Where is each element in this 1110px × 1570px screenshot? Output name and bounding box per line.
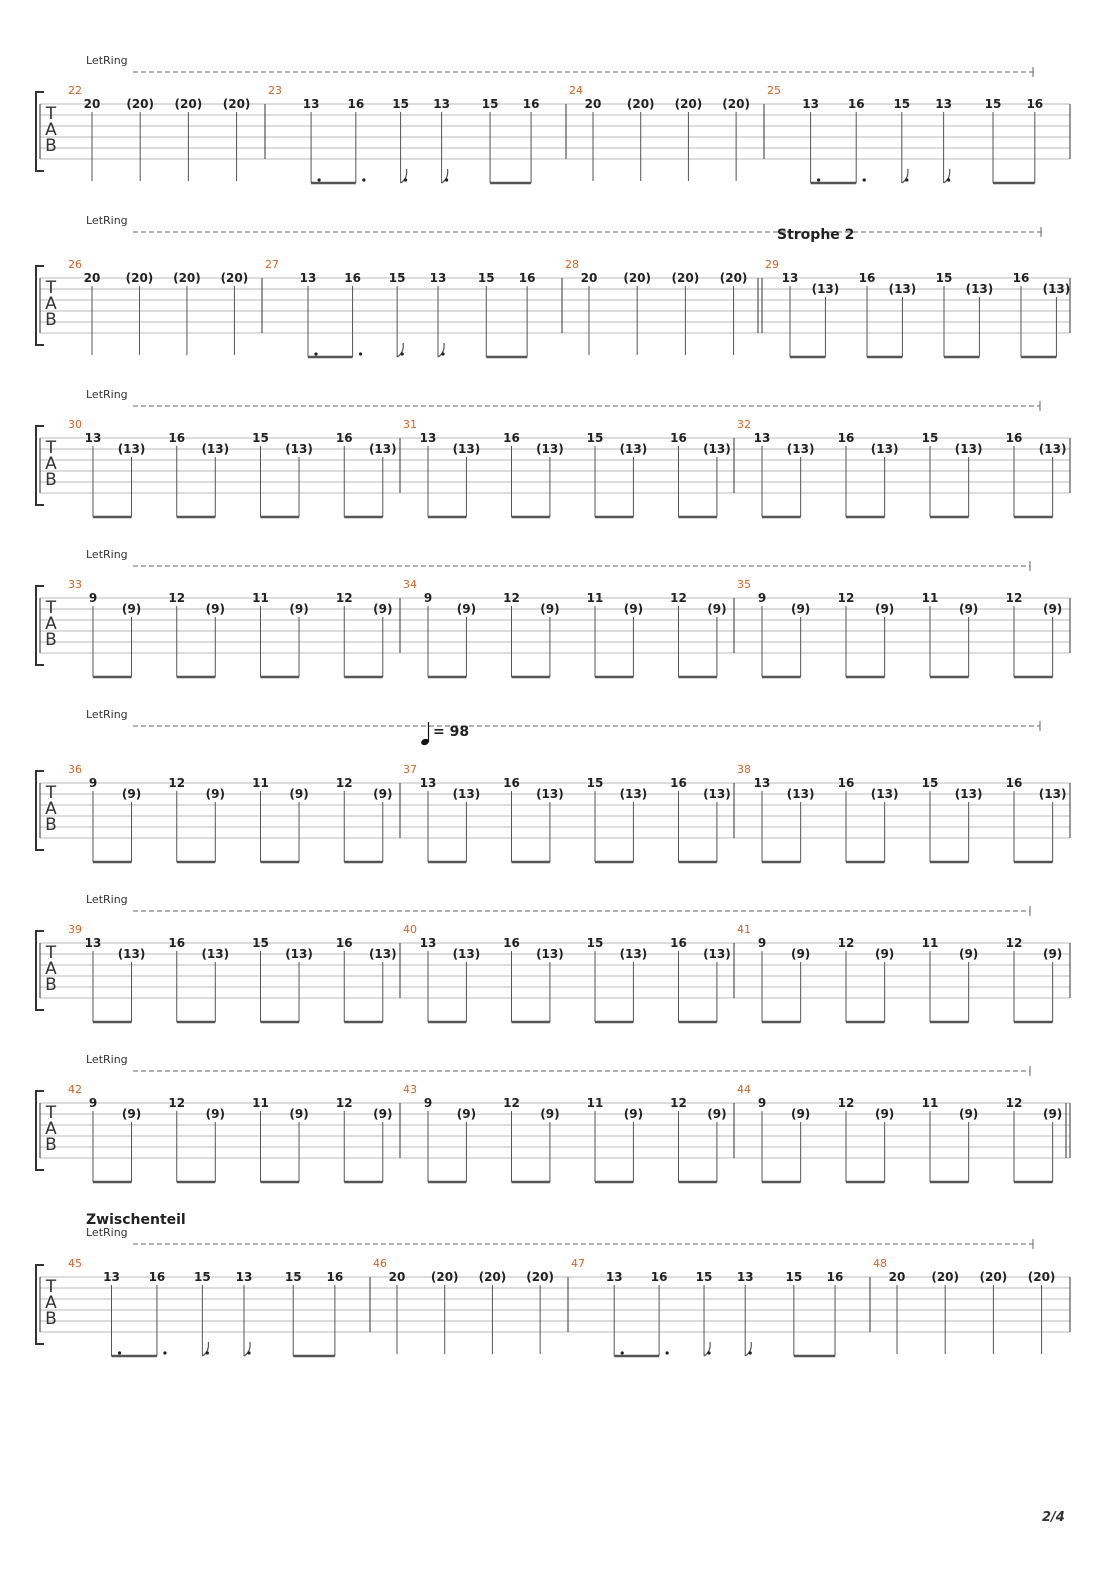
measure-number: 28 xyxy=(565,258,579,271)
let-ring-label: LetRing xyxy=(86,1226,128,1239)
tab-clef-letter: B xyxy=(45,136,57,156)
fret-number: 16 xyxy=(503,431,520,445)
fret-number: 12 xyxy=(335,776,353,790)
fret-number: 11 xyxy=(921,591,939,605)
fret-number: 13 xyxy=(429,271,447,285)
fret-number: (20) xyxy=(1027,1270,1056,1284)
fret-number: 11 xyxy=(252,591,269,605)
tempo-marking: = 98 xyxy=(433,724,470,740)
fret-number: 12 xyxy=(837,591,855,605)
measure-number: 40 xyxy=(403,923,417,936)
fret-number: 11 xyxy=(252,1096,269,1110)
fret-number: (9) xyxy=(790,602,811,616)
section-marker: Zwischenteil xyxy=(86,1212,186,1228)
fret-number: (13) xyxy=(285,442,313,456)
fret-number: (9) xyxy=(540,1107,560,1121)
fret-number: (20) xyxy=(623,271,652,285)
fret-number: 9 xyxy=(88,1096,98,1110)
fret-number: (9) xyxy=(289,787,309,801)
fret-number: (13) xyxy=(201,947,230,961)
fret-number: (13) xyxy=(619,787,648,801)
fret-number: (13) xyxy=(619,442,648,456)
measure-number: 23 xyxy=(268,84,282,97)
fret-number: (20) xyxy=(979,1270,1008,1284)
fret-number: 16 xyxy=(670,776,687,790)
fret-number: 13 xyxy=(802,97,819,111)
fret-number: 16 xyxy=(847,97,865,111)
fret-number: 15 xyxy=(984,97,1002,111)
fret-number: 15 xyxy=(284,1270,302,1284)
fret-number: (9) xyxy=(874,602,895,616)
fret-number: 16 xyxy=(837,776,855,790)
tab-clef-letter: A xyxy=(45,1119,57,1139)
fret-number: 12 xyxy=(1005,936,1023,950)
fret-number: 13 xyxy=(419,776,437,790)
dot xyxy=(163,1351,166,1354)
fret-number: (9) xyxy=(205,787,225,801)
fret-number: 15 xyxy=(893,97,911,111)
fret-number: 9 xyxy=(88,776,98,790)
fret-number: (9) xyxy=(1042,1107,1063,1121)
tab-clef-letter: B xyxy=(45,470,57,490)
fret-number: (13) xyxy=(1042,282,1071,296)
tab-clef-letter: B xyxy=(45,630,57,650)
fret-number: 15 xyxy=(935,271,953,285)
tab-clef-letter: A xyxy=(45,454,57,474)
fret-number: 16 xyxy=(148,1270,166,1284)
fret-number: 9 xyxy=(757,591,767,605)
fret-number: 12 xyxy=(335,1096,353,1110)
fret-number: 12 xyxy=(670,1096,687,1110)
fret-number: 15 xyxy=(477,271,495,285)
fret-number: (13) xyxy=(368,442,397,456)
fret-number: (13) xyxy=(888,282,917,296)
fret-number: 13 xyxy=(736,1270,754,1284)
tab-system xyxy=(36,548,1070,677)
fret-number: (13) xyxy=(786,787,815,801)
measure-number: 37 xyxy=(403,763,417,776)
fret-number: (13) xyxy=(536,947,564,961)
fret-number: (13) xyxy=(870,442,899,456)
fret-number: (9) xyxy=(874,947,895,961)
fret-number: (13) xyxy=(117,947,146,961)
fret-number: 13 xyxy=(84,431,102,445)
fret-number: 12 xyxy=(168,776,186,790)
fret-number: 15 xyxy=(785,1270,803,1284)
fret-number: 16 xyxy=(650,1270,668,1284)
fret-number: 12 xyxy=(837,1096,855,1110)
fret-number: (9) xyxy=(205,602,225,616)
tab-clef-letter: A xyxy=(45,959,57,979)
fret-number: (13) xyxy=(870,787,899,801)
fret-number: (9) xyxy=(456,1107,477,1121)
fret-number: (9) xyxy=(121,602,142,616)
fret-number: (9) xyxy=(121,1107,142,1121)
fret-number: 13 xyxy=(419,431,437,445)
measure-number: 22 xyxy=(68,84,82,97)
measure-number: 24 xyxy=(569,84,583,97)
dot xyxy=(817,178,820,181)
fret-number: (9) xyxy=(623,1107,644,1121)
fret-number: 13 xyxy=(433,97,450,111)
tab-clef-letter: T xyxy=(45,104,57,124)
fret-number: (13) xyxy=(811,282,840,296)
measure-number: 46 xyxy=(373,1257,387,1270)
fret-number: (9) xyxy=(707,602,727,616)
measure-number: 33 xyxy=(68,578,82,591)
fret-number: 11 xyxy=(921,936,939,950)
tab-clef-letter: A xyxy=(45,799,57,819)
fret-number: 16 xyxy=(335,431,353,445)
fret-number: 16 xyxy=(1026,97,1044,111)
dot xyxy=(863,178,866,181)
fret-number: (13) xyxy=(1038,442,1067,456)
measure-number: 32 xyxy=(737,418,751,431)
fret-number: (20) xyxy=(719,271,748,285)
fret-number: (13) xyxy=(201,442,230,456)
tab-clef-letter: T xyxy=(45,1103,57,1123)
let-ring-label: LetRing xyxy=(86,214,128,227)
fret-number: (9) xyxy=(1042,947,1063,961)
tab-system xyxy=(36,708,1070,862)
fret-number: (9) xyxy=(958,1107,979,1121)
fret-number: 13 xyxy=(419,936,437,950)
tab-clef-letter: B xyxy=(45,975,57,995)
fret-number: 13 xyxy=(235,1270,253,1284)
measure-number: 43 xyxy=(403,1083,417,1096)
fret-number: 13 xyxy=(302,97,320,111)
fret-number: (13) xyxy=(452,787,481,801)
fret-number: (13) xyxy=(285,947,313,961)
fret-number: (9) xyxy=(540,602,560,616)
measure-number: 48 xyxy=(873,1257,887,1270)
fret-number: (9) xyxy=(790,1107,811,1121)
fret-number: (20) xyxy=(931,1270,960,1284)
fret-number: (20) xyxy=(722,97,750,111)
fret-number: 15 xyxy=(392,97,409,111)
fret-number: 13 xyxy=(781,271,799,285)
fret-number: 12 xyxy=(1005,1096,1023,1110)
measure-number: 31 xyxy=(403,418,417,431)
fret-number: (9) xyxy=(623,602,644,616)
let-ring-label: LetRing xyxy=(86,893,128,906)
tab-clef-letter: B xyxy=(45,1135,57,1155)
tab-clef-letter: A xyxy=(45,120,57,140)
fret-number: (9) xyxy=(289,1107,309,1121)
fret-number: 16 xyxy=(1005,431,1023,445)
dot xyxy=(947,178,950,181)
fret-number: 12 xyxy=(335,591,353,605)
fret-number: 16 xyxy=(168,936,186,950)
fret-number: (20) xyxy=(526,1270,554,1284)
fret-number: 16 xyxy=(347,97,365,111)
fret-number: 12 xyxy=(168,1096,186,1110)
tab-clef-letter: A xyxy=(45,1293,57,1313)
measure-number: 44 xyxy=(737,1083,751,1096)
measure-number: 26 xyxy=(68,258,82,271)
tab-system xyxy=(36,893,1070,1022)
measure-number: 30 xyxy=(68,418,82,431)
fret-number: 13 xyxy=(605,1270,623,1284)
fret-number: 16 xyxy=(335,936,353,950)
fret-number: (20) xyxy=(626,97,655,111)
fret-number: 16 xyxy=(670,431,687,445)
fret-number: (13) xyxy=(965,282,994,296)
fret-number: 13 xyxy=(753,776,771,790)
fret-number: 16 xyxy=(503,776,520,790)
dot xyxy=(401,352,404,355)
fret-number: (20) xyxy=(478,1270,507,1284)
fret-number: (13) xyxy=(954,787,983,801)
fret-number: 15 xyxy=(695,1270,713,1284)
measure-number: 35 xyxy=(737,578,751,591)
fret-number: (13) xyxy=(703,947,731,961)
section-marker: Strophe 2 xyxy=(777,227,855,243)
fret-number: 15 xyxy=(586,776,604,790)
fret-number: 16 xyxy=(503,936,520,950)
measure-number: 27 xyxy=(265,258,279,271)
fret-number: (9) xyxy=(373,602,393,616)
fret-number: 12 xyxy=(1005,591,1023,605)
tab-clef-letter: T xyxy=(45,1277,57,1297)
tab-clef-letter: B xyxy=(45,815,57,835)
fret-number: (13) xyxy=(954,442,983,456)
fret-number: 13 xyxy=(84,936,102,950)
fret-number: (9) xyxy=(958,947,979,961)
let-ring-label: LetRing xyxy=(86,54,128,67)
fret-number: 13 xyxy=(753,431,771,445)
fret-number: 15 xyxy=(921,431,939,445)
fret-number: 12 xyxy=(168,591,186,605)
fret-number: 16 xyxy=(858,271,876,285)
fret-number: 13 xyxy=(299,271,317,285)
fret-number: 16 xyxy=(826,1270,844,1284)
measure-number: 25 xyxy=(767,84,781,97)
let-ring-label: LetRing xyxy=(86,1053,128,1066)
fret-number: (9) xyxy=(707,1107,727,1121)
dot xyxy=(621,1351,624,1354)
measure-number: 36 xyxy=(68,763,82,776)
fret-number: 15 xyxy=(388,271,406,285)
fret-number: (9) xyxy=(874,1107,895,1121)
tab-clef-letter: T xyxy=(45,783,57,803)
let-ring-label: LetRing xyxy=(86,548,128,561)
fret-number: 13 xyxy=(935,97,952,111)
fret-number: (9) xyxy=(790,947,811,961)
fret-number: 9 xyxy=(88,591,98,605)
let-ring-label: LetRing xyxy=(86,388,128,401)
fret-number: 16 xyxy=(1005,776,1023,790)
fret-number: 20 xyxy=(83,271,101,285)
dot xyxy=(118,1351,121,1354)
fret-number: (9) xyxy=(456,602,477,616)
tab-system xyxy=(36,54,1070,183)
fret-number: (20) xyxy=(174,97,203,111)
fret-number: (20) xyxy=(222,97,251,111)
measure-number: 47 xyxy=(571,1257,585,1270)
fret-number: 16 xyxy=(326,1270,344,1284)
fret-number: 20 xyxy=(388,1270,406,1284)
fret-number: 15 xyxy=(252,936,269,950)
fret-number: 20 xyxy=(83,97,101,111)
fret-number: (13) xyxy=(452,947,481,961)
tab-clef-letter: T xyxy=(45,943,57,963)
fret-number: 16 xyxy=(837,431,855,445)
fret-number: 15 xyxy=(586,431,604,445)
fret-number: (13) xyxy=(536,442,564,456)
tab-system xyxy=(36,1212,1070,1356)
fret-number: 9 xyxy=(757,936,767,950)
dot xyxy=(445,178,448,181)
fret-number: 12 xyxy=(503,591,520,605)
fret-number: 11 xyxy=(586,1096,604,1110)
tab-clef-letter: A xyxy=(45,614,57,634)
dot xyxy=(441,352,444,355)
fret-number: (13) xyxy=(786,442,815,456)
fret-number: 20 xyxy=(584,97,602,111)
fret-number: 9 xyxy=(423,591,433,605)
fret-number: (20) xyxy=(430,1270,459,1284)
fret-number: 16 xyxy=(670,936,687,950)
fret-number: 11 xyxy=(921,1096,939,1110)
let-ring-label: LetRing xyxy=(86,708,128,721)
fret-number: (9) xyxy=(1042,602,1063,616)
fret-number: (9) xyxy=(958,602,979,616)
fret-number: 15 xyxy=(921,776,939,790)
measure-number: 41 xyxy=(737,923,751,936)
fret-number: (9) xyxy=(373,787,393,801)
fret-number: (13) xyxy=(1038,787,1067,801)
tab-clef-letter: A xyxy=(45,294,57,314)
tab-clef-letter: T xyxy=(45,598,57,618)
fret-number: (13) xyxy=(536,787,564,801)
fret-number: 13 xyxy=(103,1270,120,1284)
fret-number: 9 xyxy=(757,1096,767,1110)
measure-number: 39 xyxy=(68,923,82,936)
fret-number: (20) xyxy=(671,271,700,285)
fret-number: (9) xyxy=(289,602,309,616)
fret-number: 15 xyxy=(586,936,604,950)
dot xyxy=(666,1351,669,1354)
dot xyxy=(247,1351,250,1354)
fret-number: 11 xyxy=(252,776,269,790)
page-number: 2/4 xyxy=(1042,1510,1065,1525)
tab-system xyxy=(36,388,1070,517)
fret-number: 16 xyxy=(522,97,540,111)
fret-number: 12 xyxy=(670,591,687,605)
tab-clef-letter: T xyxy=(45,278,57,298)
fret-number: 20 xyxy=(888,1270,906,1284)
fret-number: (9) xyxy=(121,787,142,801)
tab-clef-letter: B xyxy=(45,1309,57,1329)
fret-number: (9) xyxy=(373,1107,393,1121)
fret-number: (13) xyxy=(619,947,648,961)
fret-number: 12 xyxy=(503,1096,520,1110)
fret-number: 15 xyxy=(194,1270,211,1284)
fret-number: 16 xyxy=(344,271,361,285)
fret-number: (13) xyxy=(117,442,146,456)
dot xyxy=(404,178,407,181)
dot xyxy=(359,352,362,355)
fret-number: (9) xyxy=(205,1107,225,1121)
fret-number: 16 xyxy=(518,271,536,285)
fret-number: (20) xyxy=(126,97,155,111)
dot xyxy=(749,1351,752,1354)
fret-number: (20) xyxy=(125,271,154,285)
fret-number: 16 xyxy=(168,431,186,445)
dot xyxy=(314,352,317,355)
fret-number: (20) xyxy=(674,97,703,111)
fret-number: 20 xyxy=(580,271,598,285)
fret-number: (13) xyxy=(368,947,397,961)
measure-number: 38 xyxy=(737,763,751,776)
fret-number: (13) xyxy=(703,442,731,456)
fret-number: 15 xyxy=(252,431,269,445)
fret-number: (13) xyxy=(703,787,731,801)
tab-system xyxy=(36,214,1070,357)
measure-number: 42 xyxy=(68,1083,82,1096)
dot xyxy=(206,1351,209,1354)
fret-number: 12 xyxy=(837,936,855,950)
tab-clef-letter: B xyxy=(45,310,57,330)
dot xyxy=(707,1351,710,1354)
measure-number: 29 xyxy=(765,258,779,271)
dot xyxy=(318,178,321,181)
fret-number: (20) xyxy=(220,271,249,285)
fret-number: (20) xyxy=(173,271,201,285)
tab-system xyxy=(36,1053,1070,1182)
measure-number: 34 xyxy=(403,578,417,591)
fret-number: 11 xyxy=(586,591,604,605)
fret-number: 15 xyxy=(481,97,499,111)
dot xyxy=(905,178,908,181)
dot xyxy=(362,178,365,181)
measure-number: 45 xyxy=(68,1257,82,1270)
fret-number: (13) xyxy=(452,442,481,456)
fret-number: 16 xyxy=(1012,271,1030,285)
fret-number: 9 xyxy=(423,1096,433,1110)
tab-clef-letter: T xyxy=(45,438,57,458)
